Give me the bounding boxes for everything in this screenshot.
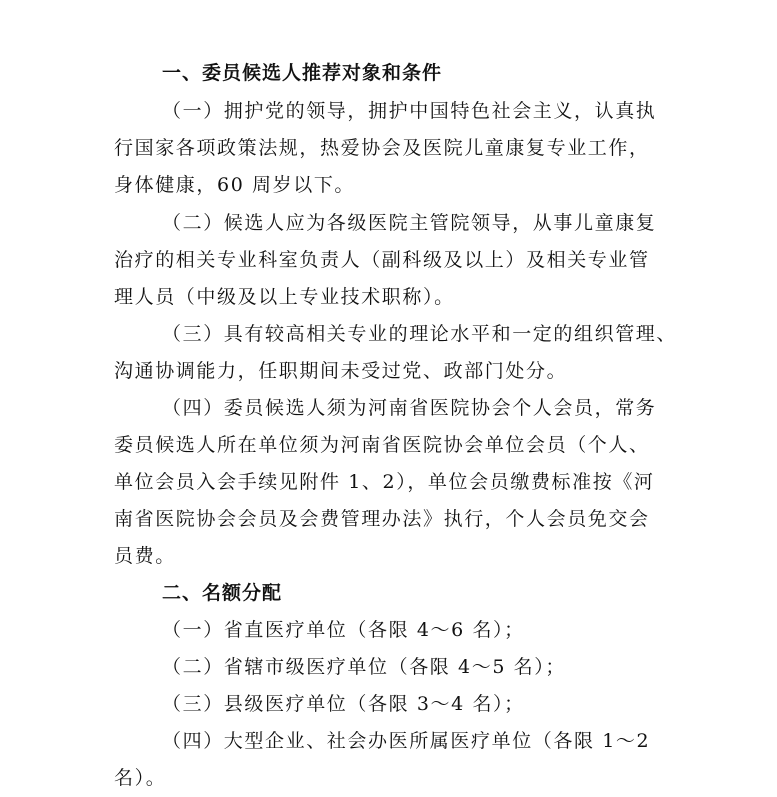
paragraph-line: 行国家各项政策法规，热爱协会及医院儿童康复专业工作，	[114, 137, 650, 159]
paragraph-line: 单位会员入会手续见附件 1、2），单位会员缴费标准按《河	[114, 471, 655, 493]
list-item: （三）县级医疗单位（各限 3～4 名）；	[162, 693, 525, 715]
paragraph-line: 身体健康，60 周岁以下。	[114, 174, 356, 196]
paragraph-line: （一）拥护党的领导，拥护中国特色社会主义，认真执	[162, 100, 657, 122]
paragraph-line: （四）委员候选人须为河南省医院协会个人会员，常务	[162, 397, 657, 419]
section-heading-candidate-conditions: 一、委员候选人推荐对象和条件	[162, 62, 443, 84]
paragraph-line: 南省医院协会会员及会费管理办法》执行，个人会员免交会	[114, 508, 650, 530]
paragraph-line: 员费。	[114, 545, 176, 567]
paragraph-line: 沟通协调能力，任职期间未受过党、政部门处分。	[114, 360, 568, 382]
paragraph-line: 委员候选人所在单位须为河南省医院协会单位会员（个人、	[114, 434, 650, 456]
section-heading-quota-allocation: 二、名额分配	[162, 582, 283, 604]
paragraph-line: （三）具有较高相关专业的理论水平和一定的组织管理、	[162, 323, 678, 345]
list-item: （四）大型企业、社会办医所属医疗单位（各限 1～2	[162, 730, 651, 752]
list-item: （一）省直医疗单位（各限 4～6 名）；	[162, 619, 525, 641]
paragraph-line: 治疗的相关专业科室负责人（副科级及以上）及相关专业管	[114, 249, 650, 271]
paragraph-line: （二）候选人应为各级医院主管院领导，从事儿童康复	[162, 212, 657, 234]
list-item: （二）省辖市级医疗单位（各限 4～5 名）；	[162, 656, 566, 678]
list-item: 名）。	[114, 767, 167, 789]
paragraph-line: 理人员（中级及以上专业技术职称）。	[114, 286, 455, 308]
